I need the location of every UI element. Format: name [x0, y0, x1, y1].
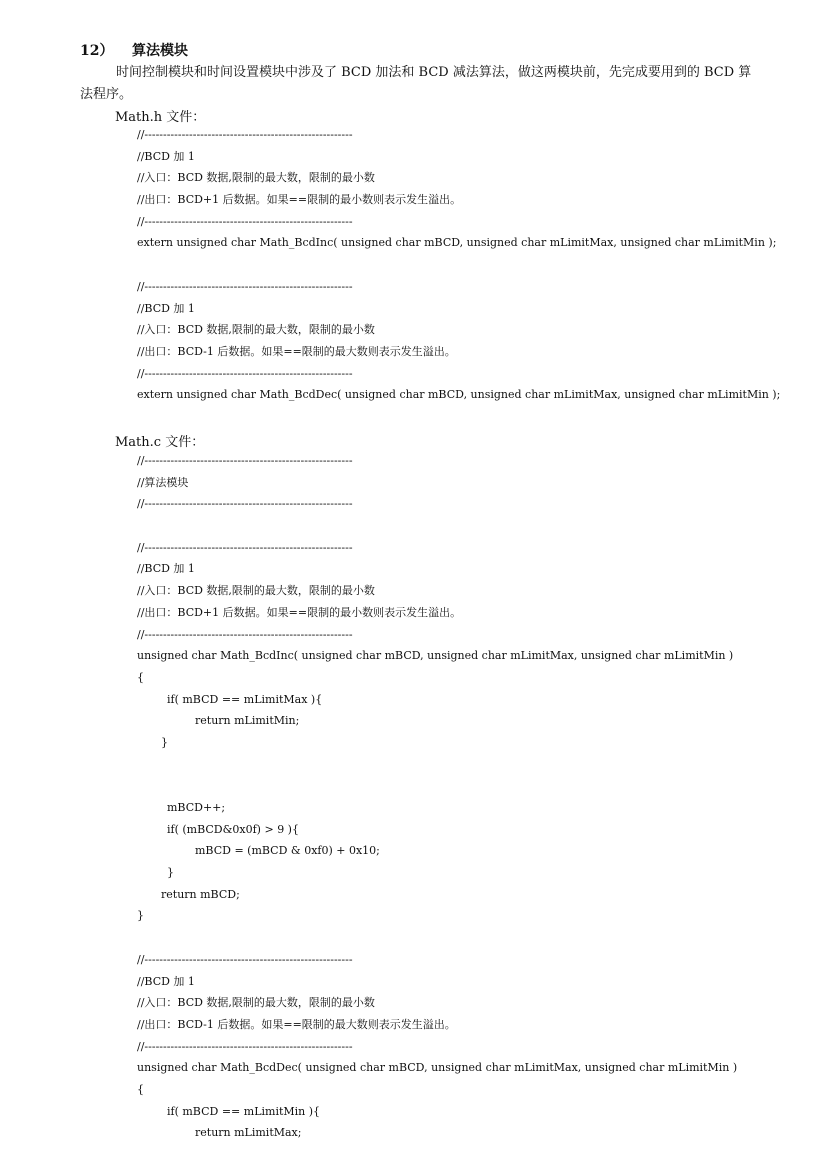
- section-heading: [80, 40, 188, 60]
- code-line: [137, 775, 817, 797]
- code-line: if( mBCD == mLimitMax ){: [167, 692, 323, 706]
- code-line: //--------------------------------------------------------: [137, 279, 353, 293]
- section-title: 算法模块: [132, 43, 188, 59]
- code-line: //BCD 加 1: [137, 149, 195, 163]
- code-line: //--------------------------------------------------------: [137, 627, 353, 641]
- code-line: //--------------------------------------------------------: [137, 952, 353, 966]
- code-line: //--------------------------------------------------------: [137, 540, 353, 554]
- code-line: [137, 927, 817, 949]
- code-line: //出口：BCD+1 后数据。如果==限制的最小数则表示发生溢出。: [137, 605, 462, 619]
- code-line: //--------------------------------------------------------: [137, 214, 353, 228]
- code-line: mBCD++;: [167, 801, 226, 814]
- code-line: [137, 515, 817, 537]
- code-line: //出口：BCD-1 后数据。如果==限制的最大数则表示发生溢出。: [137, 344, 456, 358]
- code-line: //--------------------------------------------------------: [137, 366, 353, 380]
- code-line: if( (mBCD&0x0f) > 9 ){: [167, 822, 299, 836]
- code-line: unsigned char Math_BcdDec( unsigned char mBCD, unsigned char mLimitMax, unsigned char mLimitMin ): [137, 1061, 738, 1075]
- intro-line-2: 法程序。: [80, 87, 133, 102]
- code-line: //入口：BCD 数据,限制的最大数，限制的最小数: [137, 171, 375, 185]
- code-line: //出口：BCD-1 后数据。如果==限制的最大数则表示发生溢出。: [137, 1017, 456, 1031]
- code-line: {: [137, 1082, 144, 1096]
- code-line: extern unsigned char Math_BcdDec( unsigned char mBCD, unsigned char mLimitMax, unsigned char mLimitMin );: [137, 388, 781, 402]
- code-line: return mBCD;: [161, 887, 240, 901]
- source-file-label: Math.c 文件：: [115, 435, 205, 450]
- code-line: if( mBCD == mLimitMin ){: [167, 1104, 321, 1118]
- header-code-block: [137, 124, 817, 406]
- code-line: //算法模块: [137, 475, 189, 489]
- code-line: }: [137, 909, 144, 923]
- code-line: return mLimitMax;: [195, 1126, 302, 1140]
- code-line: //出口：BCD+1 后数据。如果==限制的最小数则表示发生溢出。: [137, 193, 462, 207]
- code-line: {: [137, 670, 144, 684]
- code-line: }: [167, 866, 174, 880]
- code-line: }: [161, 735, 168, 749]
- code-line: //入口：BCD 数据,限制的最大数，限制的最小数: [137, 996, 375, 1010]
- code-line: mBCD = (mBCD & 0xf0) + 0x10;: [195, 844, 380, 858]
- source-code-block: [137, 450, 817, 1144]
- code-line: //--------------------------------------------------------: [137, 454, 353, 467]
- code-line: //--------------------------------------------------------: [137, 497, 353, 511]
- code-line: //--------------------------------------------------------: [137, 128, 353, 141]
- code-line: //入口：BCD 数据,限制的最大数，限制的最小数: [137, 584, 375, 598]
- code-line: extern unsigned char Math_BcdInc( unsigned char mBCD, unsigned char mLimitMax, unsigned char mLimitMin );: [137, 236, 777, 250]
- code-line: //--------------------------------------------------------: [137, 1039, 353, 1053]
- code-line: //BCD 加 1: [137, 562, 195, 576]
- code-line: [137, 754, 817, 776]
- intro-paragraph: [80, 62, 790, 106]
- section-number: 12）: [80, 43, 114, 59]
- code-line: //入口：BCD 数据,限制的最大数，限制的最小数: [137, 323, 375, 337]
- intro-line-1: 时间控制模块和时间设置模块中涉及了 BCD 加法和 BCD 减法算法，做这两模块前，先完成要用到的 BCD 算: [116, 65, 752, 80]
- code-line: return mLimitMin;: [195, 714, 300, 728]
- code-line: //BCD 加 1: [137, 974, 195, 988]
- code-line: //BCD 加 1: [137, 301, 195, 315]
- code-line: unsigned char Math_BcdInc( unsigned char mBCD, unsigned char mLimitMax, unsigned char mLimitMin ): [137, 649, 734, 663]
- code-line: [137, 254, 817, 276]
- header-file-label: Math.h 文件：: [115, 110, 206, 125]
